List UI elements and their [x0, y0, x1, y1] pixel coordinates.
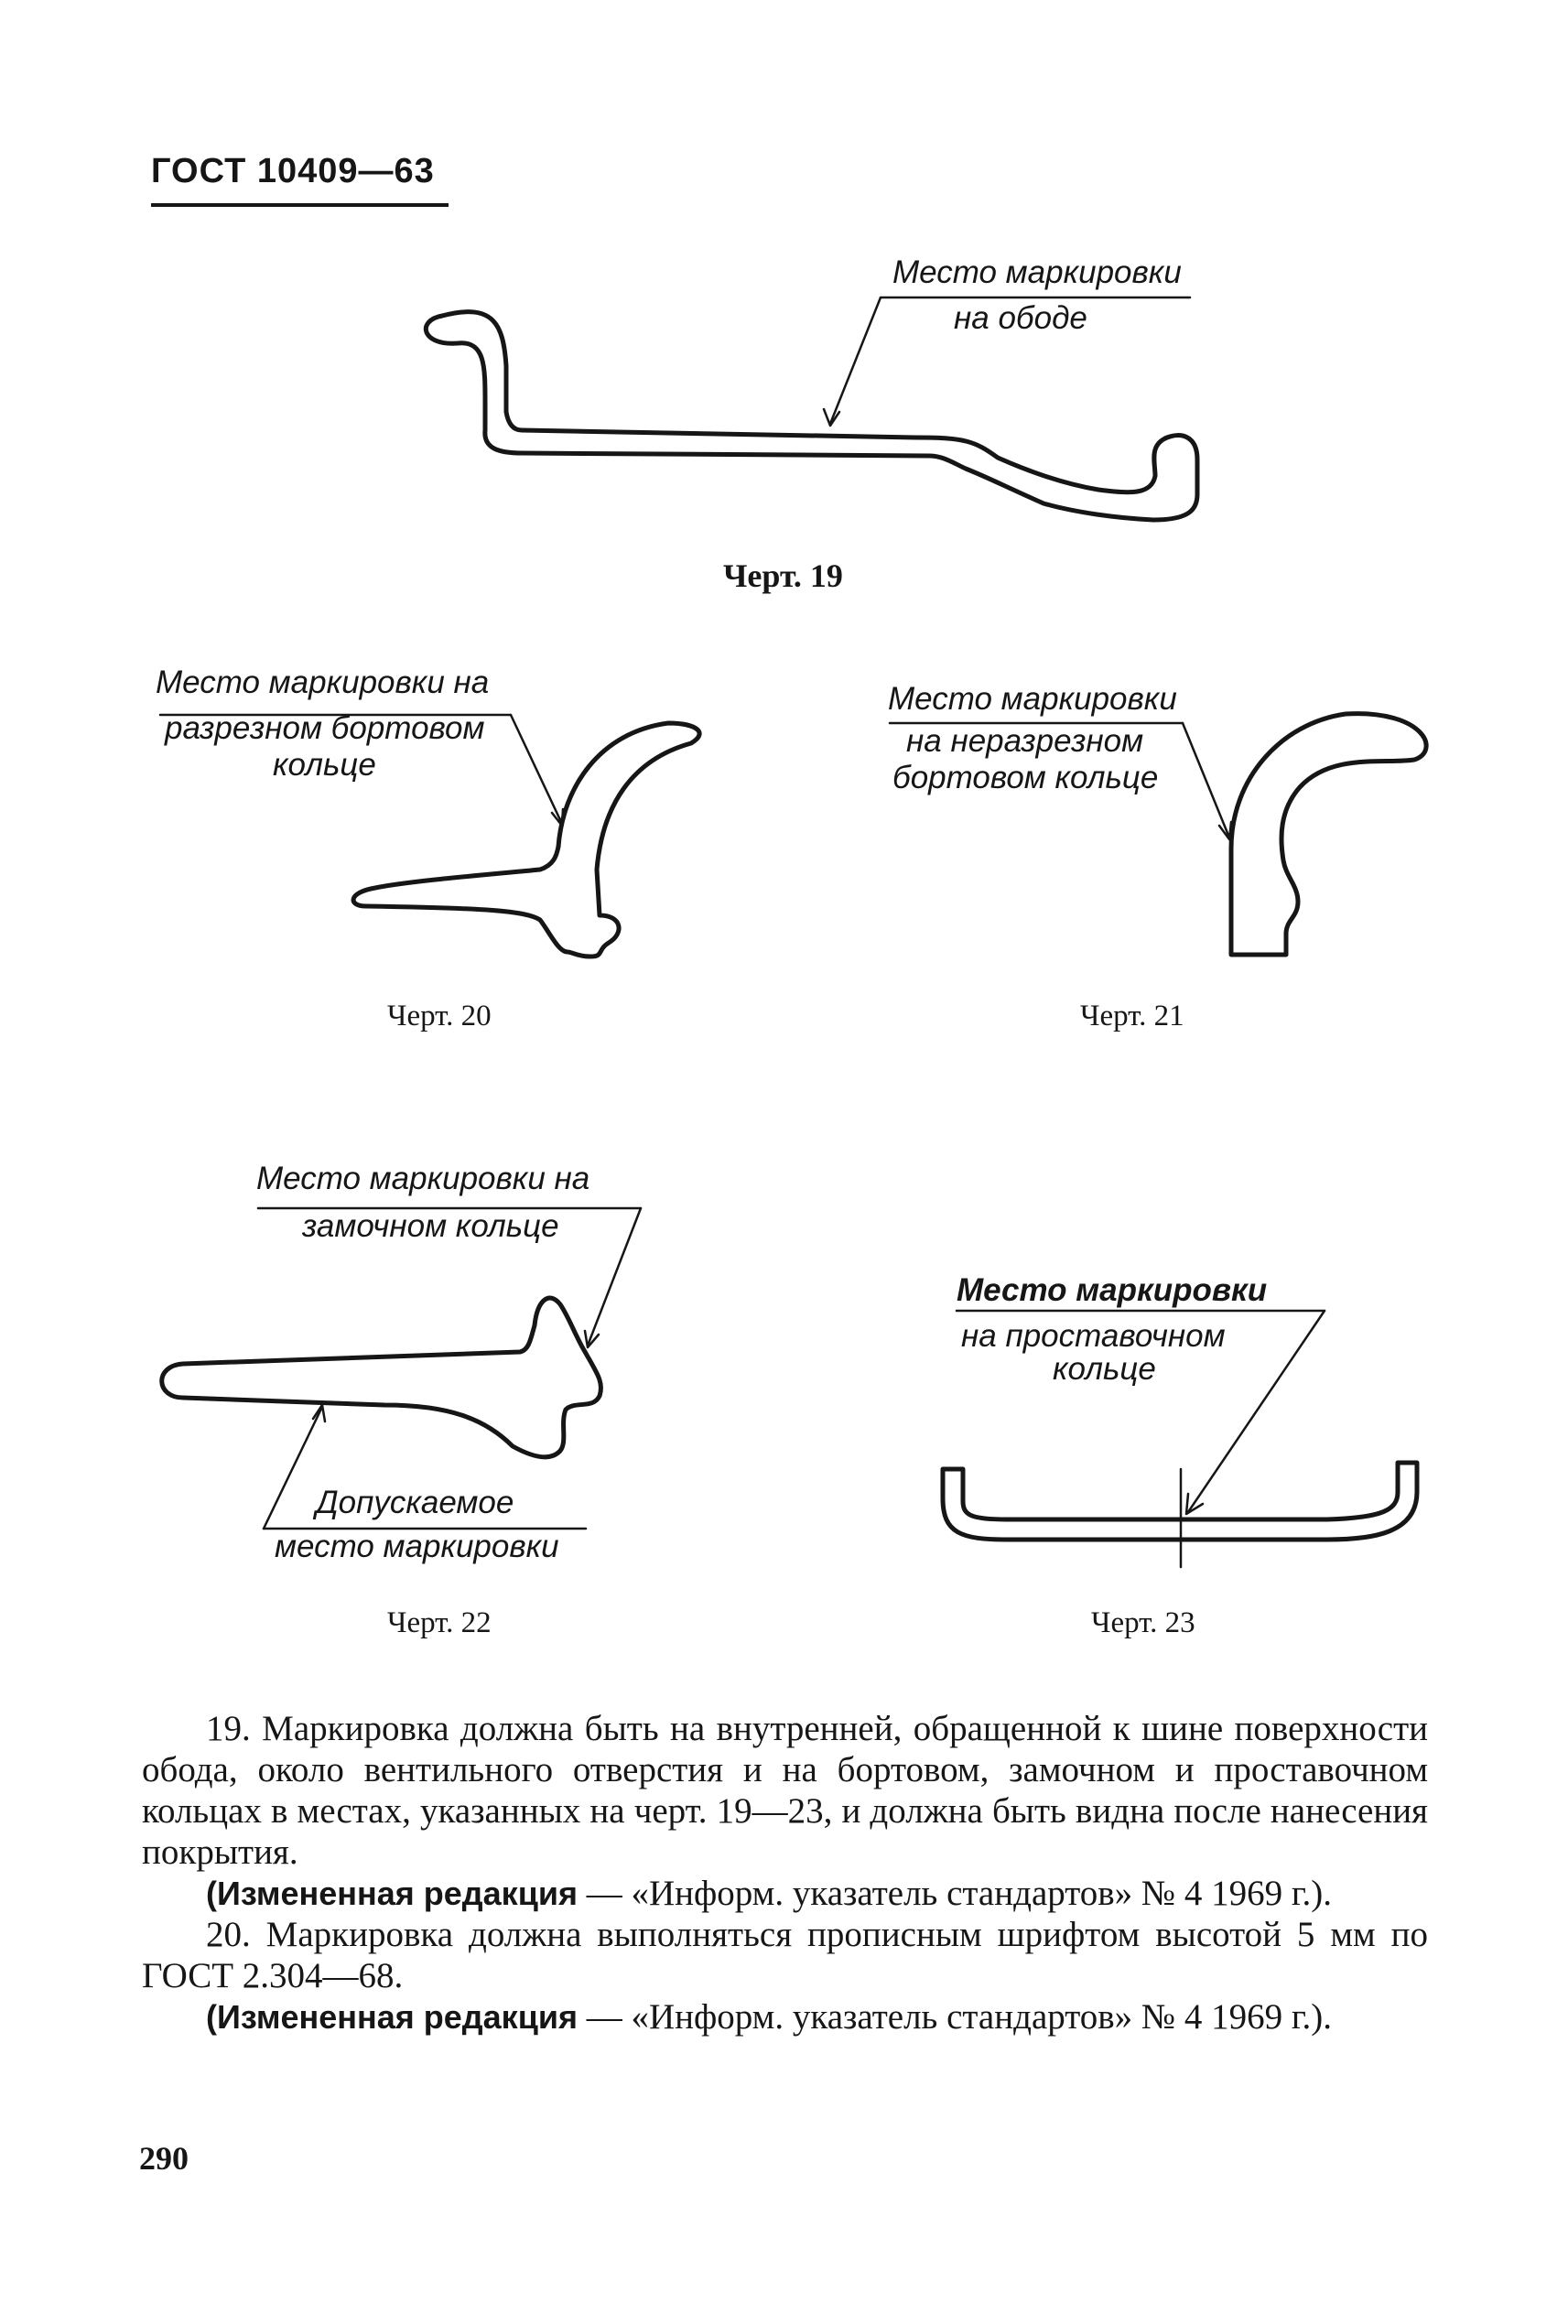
figure-caption-19: Черт. 19 — [723, 557, 843, 594]
solid-bead-ring-drawing — [1144, 696, 1446, 989]
split-ring-label-1: Место маркировки на — [156, 665, 490, 700]
split-ring-label-2: разрезном бортовом — [165, 710, 485, 746]
solid-ring-leader-line — [1183, 723, 1229, 838]
document-header: ГОСТ 10409—63 — [151, 152, 435, 190]
solid-ring-label-3: бортовом кольце — [892, 760, 1159, 795]
alt-mark-label-1: Допускаемое — [316, 1485, 514, 1520]
lock-ring-label-1: Место маркировки на — [256, 1161, 590, 1196]
solid-ring-label-1: Место маркировки — [888, 681, 1177, 717]
split-bead-ring-outline — [353, 723, 699, 957]
rim-leader-line — [830, 297, 881, 424]
spacer-ring-label-1: Место маркировки — [957, 1272, 1268, 1308]
spacer-ring-label-3: кольце — [1053, 1351, 1156, 1387]
rim-profile-outline — [426, 312, 1197, 520]
page-number: 290 — [139, 2140, 189, 2177]
figure-caption-21: Черт. 21 — [1080, 1000, 1184, 1032]
split-ring-leader-line — [511, 715, 562, 824]
revision-note-20: (Измененная редакция — «Информ. указатель стандартов» № 4 1969 г.). — [206, 1997, 1332, 2037]
rim-marking-label-1: Место маркировки — [892, 254, 1182, 290]
figure-caption-22: Черт. 22 — [387, 1606, 492, 1639]
solid-ring-label-2: на неразрезном — [906, 723, 1144, 759]
alt-mark-label-2: место маркировки — [275, 1529, 559, 1564]
lock-ring-label-2: замочном кольце — [302, 1208, 559, 1244]
figure-caption-23: Черт. 23 — [1091, 1606, 1195, 1639]
revision-note-19: (Измененная редакция — «Информ. указатель стандартов» № 4 1969 г.). — [206, 1874, 1332, 1913]
lock-ring-leader-line — [588, 1208, 641, 1346]
split-ring-label-3: кольце — [273, 747, 376, 783]
spacer-ring-label-2: на проставочном — [961, 1318, 1226, 1354]
body-text — [142, 1708, 1428, 2038]
header-rule — [151, 203, 449, 207]
rim-marking-label-2: на ободе — [954, 300, 1087, 336]
rim-profile-drawing — [403, 275, 1227, 531]
paragraph-20: 20. Маркировка должна выполняться прописным шрифтом высотой 5 мм по ГОСТ 2.304—68. — [142, 1915, 1428, 1995]
alt-mark-leader-line — [264, 1407, 322, 1529]
lock-ring-outline — [162, 1298, 601, 1457]
solid-bead-ring-outline — [1231, 714, 1426, 955]
lock-ring-drawing — [156, 1190, 668, 1584]
figure-caption-20: Черт. 20 — [387, 1000, 492, 1032]
paragraph-19: 19. Маркировка должна быть на внутренней, обращенной к шине поверхности обода, около вентильного отверстия и на бортовом, замочном и проставочном кольцах в местах, указанных на черт. 19—23, и должна быть видна после нанесения покрытия. — [142, 1709, 1428, 1872]
